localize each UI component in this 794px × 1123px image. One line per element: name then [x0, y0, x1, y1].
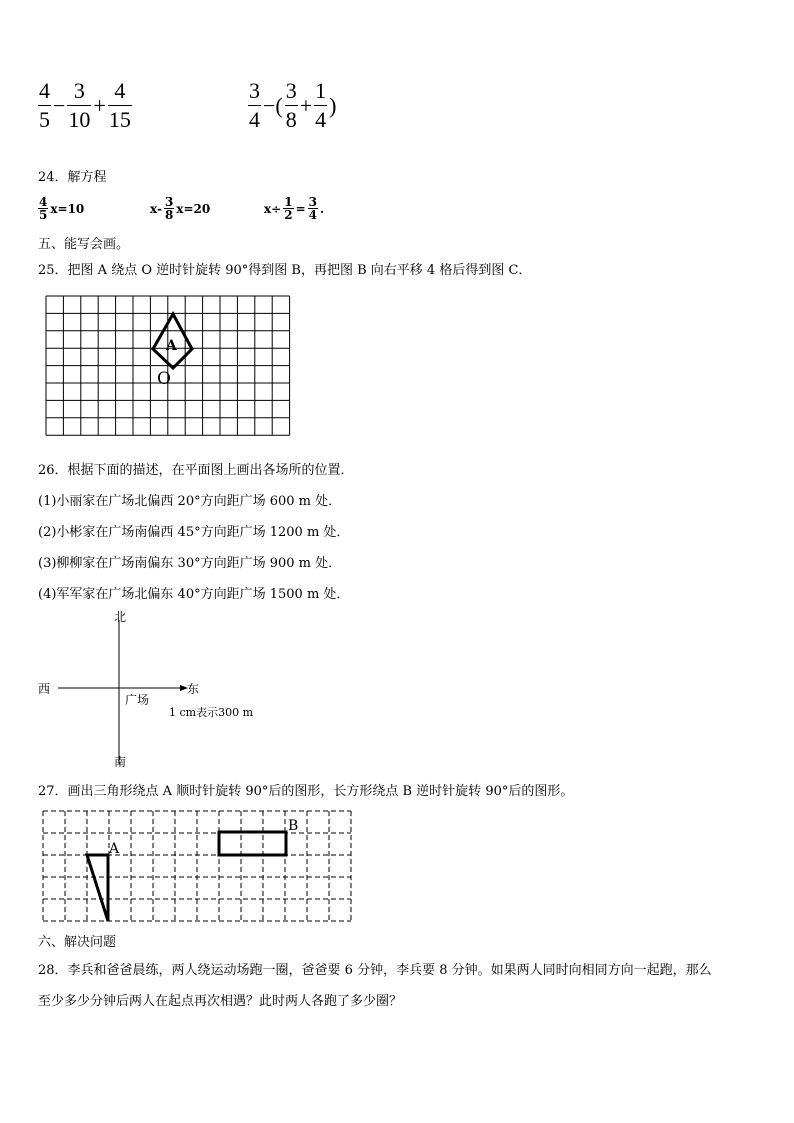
triangle-shape — [87, 855, 108, 921]
fraction: $\frac{4}{15}$ — [108, 78, 131, 132]
section-five-heading: 五、能写会画。 — [38, 237, 130, 252]
equation-1: $\frac{4}{5}$ x=10 — [39, 195, 85, 222]
q26-item-2: (2)小彬家在广场南偏西 45°方向距广场 1200 m 处． — [38, 525, 350, 540]
q27-title: 27．画出三角形绕点 A 顺时针旋转 90°后的图形，长方形绕点 B 逆时针旋转 90°后的图形。 — [38, 784, 574, 799]
label-o: O — [157, 369, 171, 389]
q26-item-1: (1)小丽家在广场北偏西 20°方向距广场 600 m 处． — [38, 494, 342, 509]
section-six-heading: 六、解决问题 — [38, 935, 117, 950]
fraction: $\frac{3}{4}$ — [249, 78, 260, 132]
rectangle-shape — [219, 832, 286, 855]
fraction: $\frac{3}{10}$ — [68, 78, 91, 132]
calc-expression-1: $\frac{4}{5}$ − $\frac{3}{10}$ + $\frac{4}{15}$ — [39, 78, 131, 132]
scale-label: 1 cm表示300 m — [169, 706, 254, 719]
q28-line-2: 至少多少分钟后两人在起点再次相遇？此时两人各跑了多少圈？ — [38, 994, 403, 1009]
east-label: 东 — [187, 682, 200, 696]
west-label: 西 — [38, 682, 51, 696]
q28-line-1: 28．李兵和爸爸晨练，两人绕运动场跑一圈，爸爸要 6 分钟，李兵要 8 分钟。如果两人同时向相同方向一起跑，那么 — [38, 963, 712, 978]
fraction: $\frac{1}{4}$ — [315, 78, 327, 132]
q25-grid-figure — [40, 290, 305, 445]
equation-3: x÷ $\frac{1}{2}$ = $\frac{3}{4}$ . — [264, 195, 325, 222]
q26-title: 26．根据下面的描述，在平面图上画出各场所的位置． — [38, 463, 354, 478]
fraction: $\frac{4}{5}$ — [39, 78, 50, 132]
point-a-label: A — [109, 841, 120, 857]
equation-2: x- $\frac{3}{8}$ x=20 — [150, 195, 211, 222]
q25-title: 25．把图 A 绕点 O 逆时针旋转 90°得到图 B，再把图 B 向右平移 4 格后得到图 C． — [38, 263, 532, 278]
q27-grid-figure — [40, 808, 358, 928]
q26-item-3: (3)柳柳家在广场南偏东 30°方向距广场 900 m 处． — [38, 556, 342, 571]
label-a: A — [166, 338, 177, 354]
square-label: 广场 — [125, 693, 150, 707]
fraction: $\frac{3}{8}$ — [285, 78, 297, 132]
calc-expression-2: $\frac{3}{4}$ −( $\frac{3}{8}$ + $\frac{1}{4}$ ) — [249, 78, 337, 132]
q26-item-4: (4)军军家在广场北偏东 40°方向距广场 1500 m 处． — [38, 587, 350, 602]
direction-map — [30, 606, 270, 768]
grid-lines — [46, 296, 290, 435]
north-label: 北 — [114, 610, 127, 624]
q24-title: 24．解方程 — [38, 170, 107, 185]
south-label: 南 — [114, 755, 127, 768]
point-b-label: B — [288, 818, 299, 834]
